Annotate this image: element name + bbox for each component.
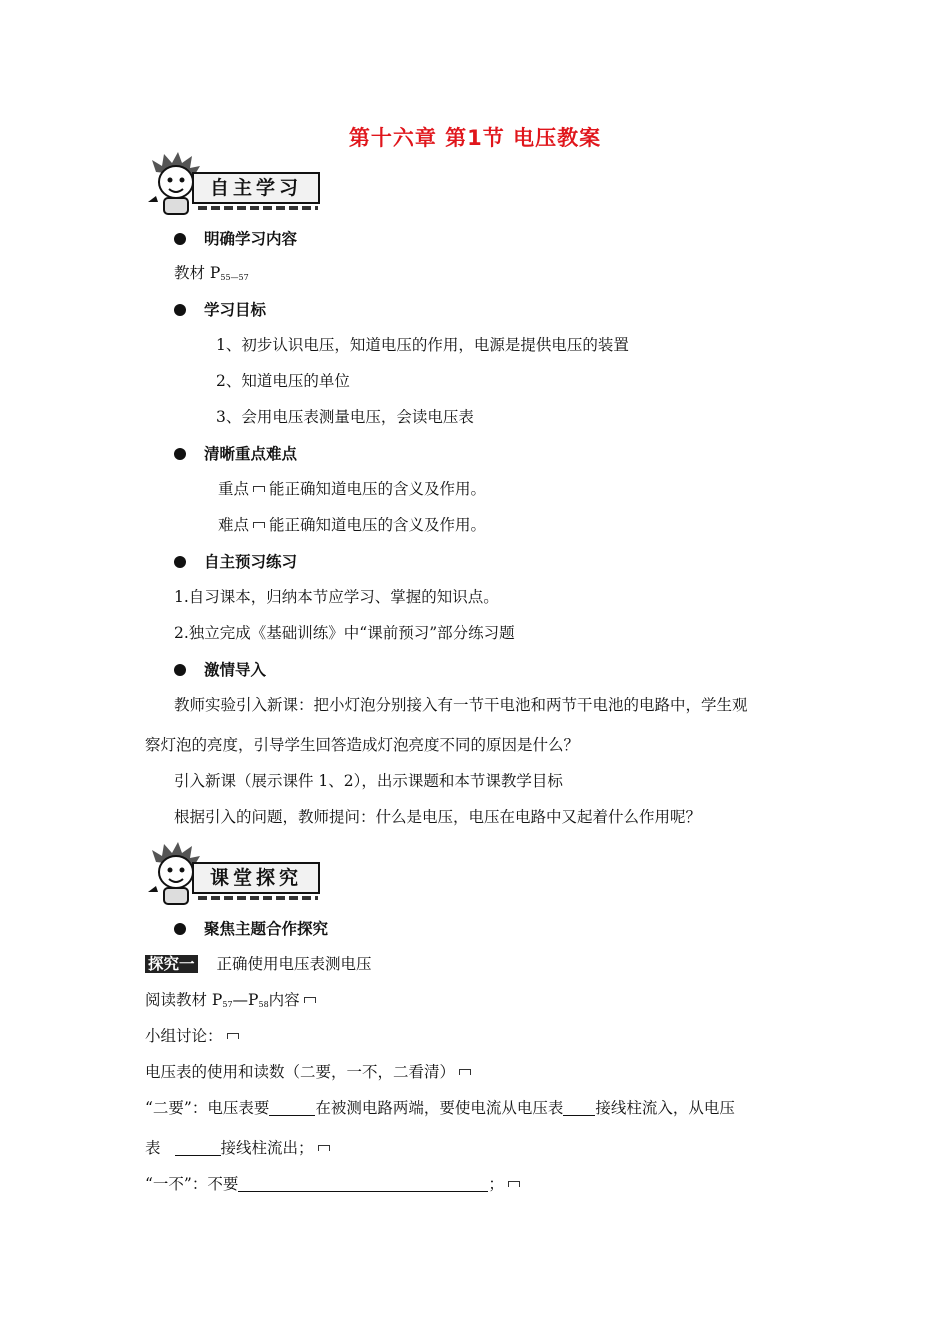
difficult-point: 难点 能正确知道电压的含义及作用。 — [218, 516, 487, 534]
intro-heading: 激情导入 — [174, 658, 266, 680]
preview-heading: 自主预习练习 — [174, 550, 297, 572]
focus-heading: 聚焦主题合作探究 — [174, 917, 328, 939]
edit-mark-icon — [227, 1033, 239, 1039]
edit-mark-icon — [253, 486, 265, 492]
key-point: 重点 能正确知道电压的含义及作用。 — [218, 480, 487, 498]
preview-item: 1.自习课本，归纳本节应学习、掌握的知识点。 — [174, 588, 499, 606]
intro-paragraph-line: 教师实验引入新课：把小灯泡分别接入有一节干电池和两节干电池的电路中，学生观 — [174, 696, 748, 714]
explore-one: 探究一 正确使用电压表测电压 — [145, 953, 371, 975]
keypoints-heading: 清晰重点难点 — [174, 442, 297, 464]
preview-item: 2.独立完成《基础训练》中“课前预习”部分练习题 — [174, 624, 515, 642]
page-title: 第十六章 第1节 电压教案 — [348, 126, 602, 150]
edit-mark-icon — [304, 997, 316, 1003]
edit-mark-icon — [318, 1145, 330, 1151]
intro-paragraph: 引入新课（展示课件 1、2），出示课题和本节课教学目标 — [174, 772, 563, 790]
group-discussion: 小组讨论： — [145, 1025, 243, 1047]
banner-divider — [198, 896, 318, 900]
intro-paragraph-line: 察灯泡的亮度，引导学生回答造成灯泡亮度不同的原因是什么？ — [145, 736, 580, 754]
edit-mark-icon — [459, 1069, 471, 1075]
explore-tag: 探究一 — [145, 955, 198, 973]
voltmeter-usage: 电压表的使用和读数（二要，一不，二看清） — [145, 1061, 475, 1083]
class-explore-title: 课堂探究 — [192, 862, 320, 894]
edit-mark-icon — [253, 522, 265, 528]
one-not-line: “一不”：不要 ； — [145, 1173, 524, 1195]
fill-blank[interactable] — [238, 1177, 488, 1192]
fill-blank[interactable] — [175, 1141, 221, 1156]
bullet-icon — [174, 304, 186, 316]
goal-item: 1、初步认识电压，知道电压的作用，电源是提供电压的装置 — [216, 336, 629, 354]
textbook-range: 教材 $P_{55—57}$ — [174, 264, 249, 282]
bullet-icon — [174, 233, 186, 245]
edit-mark-icon — [508, 1181, 520, 1187]
fill-blank[interactable] — [563, 1101, 595, 1116]
bullet-icon — [174, 556, 186, 568]
two-must-line: “二要”：电压表要 在被测电路两端，要使电流从电压表 接线柱流入，从电压 — [145, 1099, 735, 1117]
class-explore-banner — [146, 840, 326, 908]
content-heading: 明确学习内容 — [174, 227, 297, 249]
banner-divider — [198, 206, 318, 210]
self-study-title: 自主学习 — [192, 172, 320, 204]
goal-item: 2、知道电压的单位 — [216, 372, 350, 390]
bullet-icon — [174, 923, 186, 935]
bullet-icon — [174, 664, 186, 676]
intro-paragraph: 根据引入的问题，教师提问：什么是电压，电压在电路中又起着什么作用呢？ — [174, 808, 702, 826]
goals-heading: 学习目标 — [174, 298, 266, 320]
fill-blank[interactable] — [269, 1101, 315, 1116]
goal-item: 3、会用电压表测量电压，会读电压表 — [216, 408, 474, 426]
bullet-icon — [174, 448, 186, 460]
two-must-line-2: 表 接线柱流出； — [145, 1137, 334, 1159]
reading-assignment: 阅读教材 $P_{57}—P_{58}$内容 — [145, 989, 320, 1016]
self-study-banner — [146, 150, 326, 218]
